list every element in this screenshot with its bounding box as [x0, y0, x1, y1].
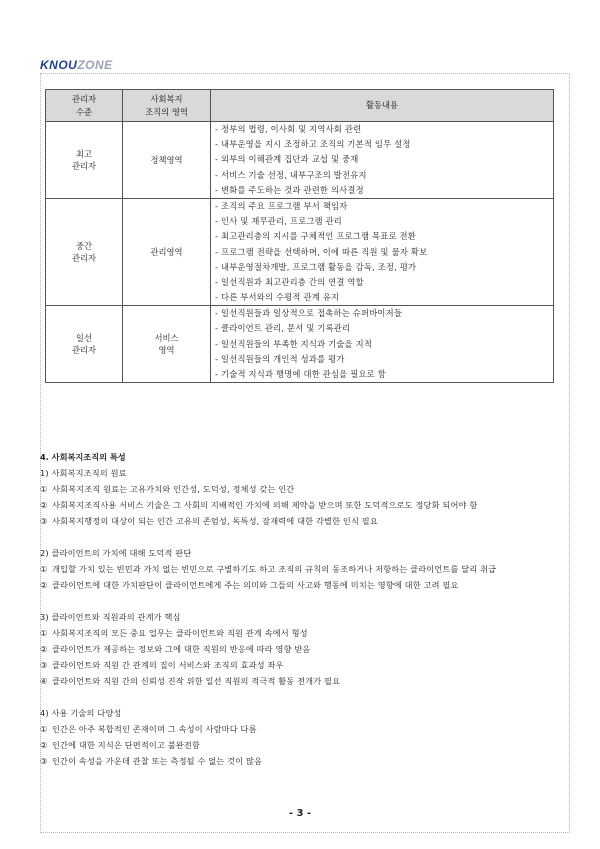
item-number: ② [40, 500, 48, 510]
header-level: 관리자 수준 [46, 90, 123, 122]
org-area-cell: 정책영역 [123, 122, 211, 199]
section-gap [40, 593, 560, 609]
table-row [46, 198, 554, 305]
subsection-heading: 4) 사용 기술의 다양성 [40, 708, 122, 718]
manager-role-table [45, 89, 554, 383]
item-number: ① [40, 484, 48, 494]
subsection-heading: 2) 클라이언트의 가치에 대해 도덕적 판단 [40, 548, 192, 558]
subsection [40, 545, 560, 593]
list-item [40, 561, 560, 577]
item-text: 인간에 대한 지식은 단편적이고 불완전함 [52, 740, 201, 750]
activity-item: - 조직의 주요 프로그램 부서 책임자 [215, 200, 348, 211]
activity-item: - 외부의 이해관계 집단과 교섭 및 중재 [215, 154, 359, 165]
subsection-heading: 1) 사회복지조직의 원료 [40, 468, 127, 478]
activity-item: - 서비스 기술 선정, 내부구조의 발전유지 [215, 169, 367, 180]
item-number: ③ [40, 660, 48, 670]
list-item [40, 513, 560, 529]
subsection-list [40, 465, 560, 769]
item-text: 클라이언트에 대한 가치판단이 클라이언트에게 주는 의미와 그들의 사고와 행동에 미치는 영향에 대한 고려 필요 [52, 580, 459, 590]
page-number: - 3 - [288, 808, 312, 819]
item-text: 개입할 가치 있는 빈민과 가치 없는 빈민으로 구별하기도 하고 조직의 규칙의 동조하거나 저항하는 클라이언트를 달리 취급 [52, 564, 497, 574]
characteristics-section [40, 449, 560, 769]
header-area: 사회복지 조직의 영역 [123, 90, 211, 122]
subsection [40, 465, 560, 529]
list-item [40, 577, 560, 593]
item-text: 사회복지행정의 대상이 되는 인간 고유의 존엄성, 독특성, 잠재력에 대한 각별한 인식 필요 [52, 516, 378, 526]
item-number: ② [40, 580, 48, 590]
item-number: ① [40, 724, 48, 734]
list-item [40, 497, 560, 513]
activity-item: - 다른 부서와의 수평적 관계 유지 [215, 292, 340, 303]
list-item [40, 481, 560, 497]
item-number: ① [40, 628, 48, 638]
item-number: ③ [40, 516, 48, 526]
subsection-heading: 3) 클라이언트와 직원과의 관계가 핵심 [40, 612, 181, 622]
logo-nou: NOU [49, 58, 78, 72]
item-number: ① [40, 564, 48, 574]
subsection [40, 705, 560, 769]
section-title: 4. 사회복지조직의 특성 [40, 452, 126, 462]
item-number: ③ [40, 756, 48, 766]
logo-k: K [40, 58, 50, 72]
activity-item: - 기술적 지식과 행명에 대한 관심을 필요로 함 [215, 369, 386, 379]
subsection [40, 609, 560, 689]
list-item [40, 641, 560, 657]
manager-level-cell: 중간 관리자 [46, 198, 123, 305]
knouzone-logo [40, 58, 113, 72]
manager-level-cell: 최고 관리자 [46, 122, 123, 199]
item-text: 사회복지조직의 모든 중요 업무는 클라이언트와 직원 관계 속에서 형성 [52, 628, 308, 638]
item-text: 클라이언트가 제공하는 정보와 그에 대한 직원의 반응에 따라 영향 받음 [52, 644, 311, 654]
list-item [40, 721, 560, 737]
item-text: 인간은 아주 복합적인 존재이며 그 속성이 사람마다 다름 [52, 724, 257, 734]
activity-item: - 내부운영을 지시 조정하고 조직의 기본적 임무 설정 [215, 139, 411, 150]
activity-item: - 정부의 법령, 이사회 및 지역사회 관련 [215, 124, 362, 134]
activities-cell [211, 122, 554, 199]
list-item [40, 753, 560, 769]
activity-item: - 변화를 주도하는 것과 관련한 의사결정 [215, 184, 364, 195]
list-item [40, 673, 560, 689]
activity-item: - 최고관리층의 지시를 구체적인 프로그램 목표로 전환 [215, 231, 416, 242]
list-item [40, 657, 560, 673]
table-header-row [46, 90, 554, 122]
item-text: 클라이언트와 직원 간의 신뢰성 진작 위한 일선 직원의 적극적 활동 전개가 필요 [52, 676, 341, 686]
section-gap [40, 529, 560, 545]
item-text: 인간이 속성을 가운데 관찰 또는 측정될 수 없는 것이 많음 [52, 756, 263, 766]
item-number: ④ [40, 676, 48, 686]
activity-item: - 클라이언트 관리, 문서 및 기록관리 [215, 323, 351, 334]
item-text: 사회복지조직사용 서비스 기술은 그 사회의 지배적인 가치에 의해 제약을 받으며 또한 도덕적으로도 정당화 되어야 함 [52, 500, 478, 510]
activity-item: - 인사 및 재무관리, 프로그램 관리 [215, 216, 343, 227]
logo-zone: ZONE [77, 58, 113, 72]
table-row [46, 122, 554, 199]
activities-cell [211, 306, 554, 383]
manager-level-cell: 일선 관리자 [46, 306, 123, 383]
header-activities: 활동내용 [211, 90, 554, 122]
activity-item: - 일선직원들의 개인적 성과를 평가 [215, 353, 345, 364]
org-area-cell: 서비스 영역 [123, 306, 211, 383]
item-number: ② [40, 644, 48, 654]
activity-item: - 프로그램 전략을 선택하며, 이에 따른 직원 및 물자 확보 [215, 246, 428, 257]
table-row [46, 306, 554, 383]
item-number: ② [40, 740, 48, 750]
activity-item: - 일선직원들의 부족한 지식과 기술을 지적 [215, 338, 373, 349]
item-text: 사회복지조직 원료는 고유가치와 인간성, 도덕성, 정체성 갖는 인간 [52, 484, 295, 494]
activity-item: - 일선직원들과 일상적으로 접촉하는 슈퍼바이저들 [215, 308, 403, 319]
list-item [40, 625, 560, 641]
org-area-cell: 관리영역 [123, 198, 211, 305]
activity-item: - 일선직원과 최고관리층 간의 연결 역할 [215, 276, 364, 287]
section-gap [40, 689, 560, 705]
item-text: 클라이언트와 직원 간 관계의 질이 서비스와 조직의 효과성 좌우 [52, 660, 284, 670]
activity-item: - 내부운영절차개발, 프로그램 활동을 감독, 조정, 평가 [215, 261, 417, 272]
activities-cell [211, 198, 554, 305]
list-item [40, 737, 560, 753]
